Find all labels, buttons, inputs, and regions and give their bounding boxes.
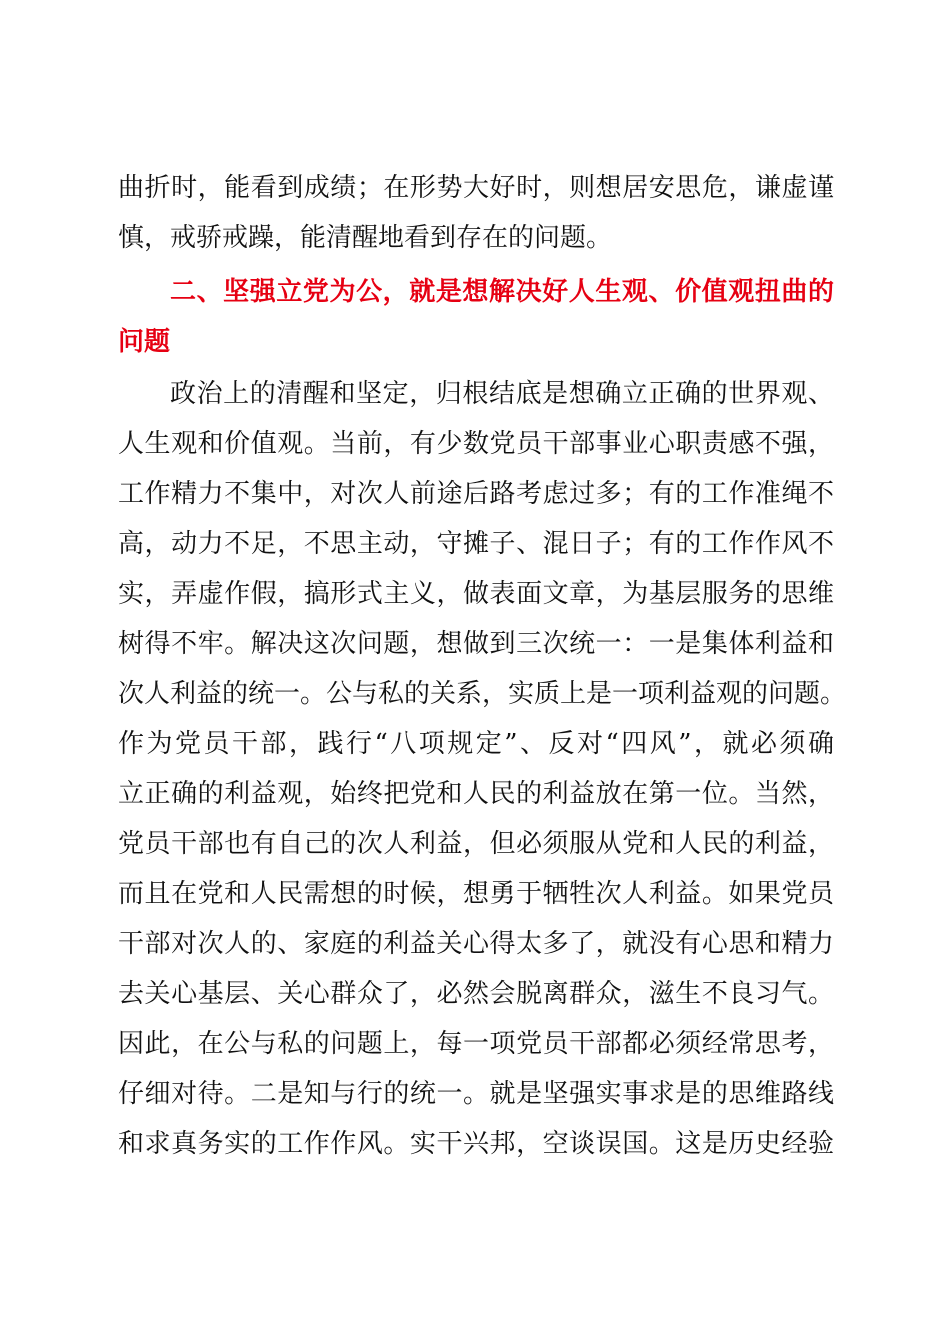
body-line-16: 和求真务实的工作作风。实干兴邦，空谈误国。这是历史经验 (118, 1129, 834, 1159)
body-line-11: 而且在党和人民需想的时候，想勇于牺牲次人利益。如果党员 (118, 879, 834, 909)
intro-line-2: 慎，戒骄戒躁，能清醒地看到存在的问题。 (118, 223, 613, 253)
section-heading-line-1: 二、坚强立党为公，就是想解决好人生观、价值观扭曲的 (170, 277, 834, 307)
body-line-4: 高，动力不足，不思主动，守摊子、混日子；有的工作作风不 (118, 529, 834, 559)
body-line-1: 政治上的清醒和坚定，归根结底是想确立正确的世界观、 (170, 379, 834, 409)
intro-line-1: 曲折时，能看到成绩；在形势大好时，则想居安思危，谦虚谨 (118, 173, 834, 203)
body-line-8: 作为党员干部，践行“八项规定”、反对“四风”，就必须确 (118, 729, 834, 759)
body-line-2: 人生观和价值观。当前，有少数党员干部事业心职责感不强， (118, 429, 834, 459)
body-line-12: 干部对次人的、家庭的利益关心得太多了，就没有心思和精力 (118, 929, 834, 959)
body-line-10: 党员干部也有自己的次人利益，但必须服从党和人民的利益， (118, 829, 834, 859)
body-line-13: 去关心基层、关心群众了，必然会脱离群众，滋生不良习气。 (118, 979, 834, 1009)
body-line-6: 树得不牢。解决这次问题，想做到三次统一：一是集体利益和 (118, 629, 834, 659)
body-line-15: 仔细对待。二是知与行的统一。就是坚强实事求是的思维路线 (118, 1079, 834, 1109)
section-heading-line-2: 问题 (118, 327, 171, 357)
body-line-14: 因此，在公与私的问题上，每一项党员干部都必须经常思考， (118, 1029, 834, 1059)
body-line-3: 工作精力不集中，对次人前途后路考虑过多；有的工作准绳不 (118, 479, 834, 509)
body-line-9: 立正确的利益观，始终把党和人民的利益放在第一位。当然， (118, 779, 834, 809)
body-line-5: 实，弄虚作假，搞形式主义，做表面文章，为基层服务的思维 (118, 579, 834, 609)
body-line-7: 次人利益的统一。公与私的关系，实质上是一项利益观的问题。 (118, 679, 847, 709)
